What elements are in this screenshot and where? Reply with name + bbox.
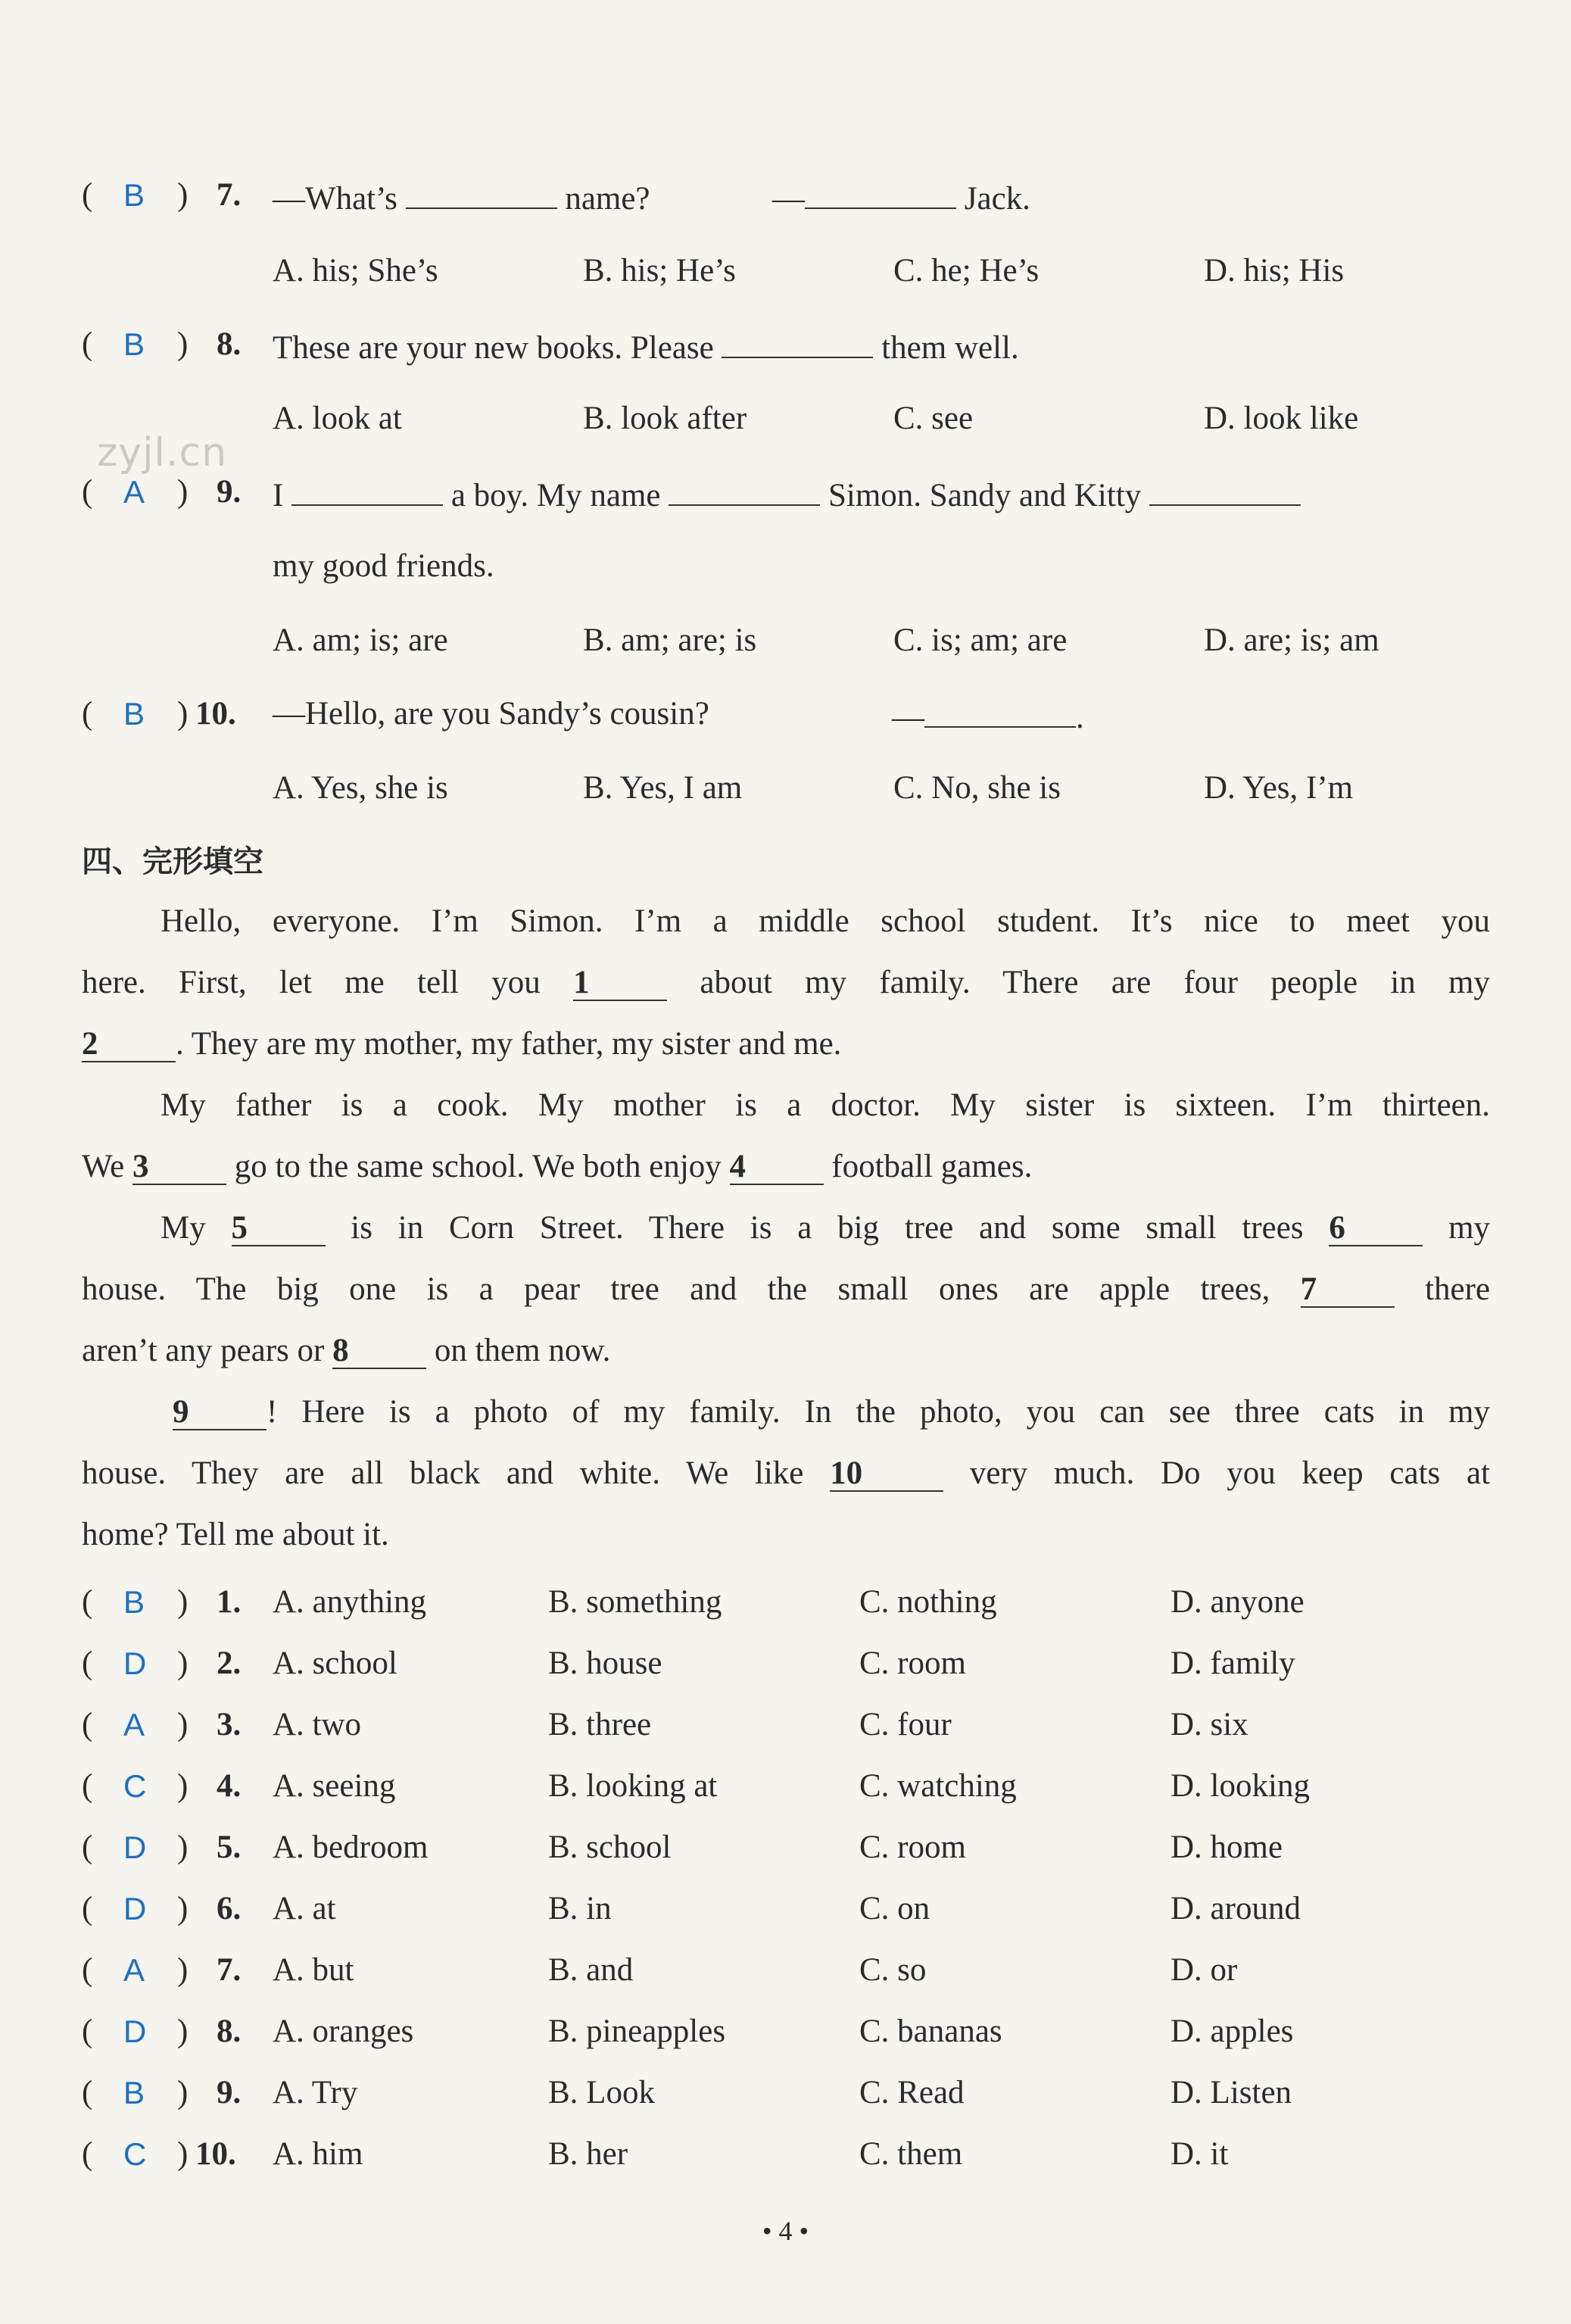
option-b: B. her xyxy=(548,2136,628,2172)
answer-paren: ( xyxy=(82,1646,93,1681)
question-number: 8. xyxy=(217,2014,242,2049)
question-number: 3. xyxy=(217,1707,242,1742)
answer-letter: A xyxy=(123,1707,145,1742)
option-a: A. two xyxy=(273,1707,362,1742)
option-c: C. he; He’s xyxy=(893,253,1040,289)
option-b: B. Yes, I am xyxy=(583,770,743,806)
answer-paren-close: ) xyxy=(177,1768,189,1804)
blank-2: 2 xyxy=(82,1028,176,1062)
option-a: A. look at xyxy=(273,401,402,436)
option-a: A. seeing xyxy=(273,1768,396,1804)
question-stem: These are your new books. Please them well. xyxy=(273,323,1019,370)
passage-line: Hello, everyone. I’m Simon. I’m a middle school student. It’s nice to meet you xyxy=(161,903,1490,939)
passage-line: aren’t any pears or 8 on them now. xyxy=(82,1333,611,1368)
question-stem-reply: — Jack. xyxy=(772,174,1030,220)
option-c: C. so xyxy=(859,1952,927,1988)
option-a: A. but xyxy=(273,1952,354,1988)
answer-paren: ( xyxy=(82,177,93,213)
question-number: 7. xyxy=(217,177,242,213)
answer-paren-close: ) xyxy=(177,2075,189,2110)
section-title: 四、完形填空 xyxy=(82,844,263,879)
option-c: C. see xyxy=(893,401,974,436)
answer-paren: ( xyxy=(82,1830,93,1865)
blank-8: 8 xyxy=(332,1334,426,1369)
option-d: D. it xyxy=(1170,2136,1229,2172)
passage-line: We 3 go to the same school. We both enjoy 4 football games. xyxy=(82,1149,1033,1184)
option-d: D. or xyxy=(1170,1952,1238,1988)
option-c: C. them xyxy=(859,2136,963,2172)
option-d: D. looking xyxy=(1170,1768,1310,1804)
option-b: B. pineapples xyxy=(548,2014,726,2049)
option-b: B. in xyxy=(548,1891,612,1926)
option-d: D. his; His xyxy=(1204,253,1345,289)
question-number: 7. xyxy=(217,1952,242,1988)
option-b: B. his; He’s xyxy=(583,253,736,289)
option-c: C. is; am; are xyxy=(893,622,1068,658)
option-b: B. school xyxy=(548,1830,672,1865)
option-b: B. am; are; is xyxy=(583,622,757,658)
answer-letter: B xyxy=(123,2075,145,2110)
answer-letter: B xyxy=(123,1584,145,1620)
passage-line: My 5 is in Corn Street. There is a big tree and some small trees 6 my xyxy=(161,1210,1491,1246)
blank-4: 4 xyxy=(730,1150,824,1185)
watermark-logo: zyjl.cn xyxy=(97,430,228,476)
passage-line: here. First, let me tell you 1 about my family. There are four people in my xyxy=(82,965,1491,1000)
answer-paren-close: ) xyxy=(177,474,189,510)
passage-line: My father is a cook. My mother is a doctor. My sister is sixteen. I’m thirteen. xyxy=(161,1087,1490,1123)
option-d: D. Listen xyxy=(1170,2075,1292,2110)
blank-5: 5 xyxy=(232,1212,326,1246)
answer-paren: ( xyxy=(82,696,93,732)
answer-paren-close: ) xyxy=(177,2014,189,2049)
question-stem: I a boy. My name Simon. Sandy and Kitty xyxy=(273,471,1301,517)
option-c: C. four xyxy=(859,1707,952,1742)
option-d: D. family xyxy=(1170,1646,1295,1681)
option-c: C. on xyxy=(859,1891,930,1926)
blank-3: 3 xyxy=(132,1150,226,1185)
option-b: B. something xyxy=(548,1584,722,1620)
option-a: A. him xyxy=(273,2136,363,2172)
option-b: B. house xyxy=(548,1646,662,1681)
option-d: D. anyone xyxy=(1170,1584,1304,1620)
option-c: C. bananas xyxy=(859,2014,1002,2049)
answer-paren: ( xyxy=(82,474,93,510)
answer-paren: ( xyxy=(82,326,93,362)
answer-paren: ( xyxy=(82,1707,93,1742)
option-d: D. around xyxy=(1170,1891,1301,1926)
answer-letter: B xyxy=(123,177,145,213)
option-a: A. school xyxy=(273,1646,397,1681)
passage-line: house. The big one is a pear tree and the small ones are apple trees, 7 there xyxy=(82,1271,1491,1307)
answer-paren: ( xyxy=(82,1891,93,1926)
question-number: 9. xyxy=(217,2075,242,2110)
option-d: D. apples xyxy=(1170,2014,1294,2049)
answer-paren-close: ) xyxy=(177,1891,189,1926)
option-c: C. room xyxy=(859,1646,966,1681)
option-c: C. nothing xyxy=(859,1584,997,1620)
question-number: 5. xyxy=(217,1830,242,1865)
page-number: • 4 • xyxy=(762,2216,809,2246)
answer-letter: B xyxy=(123,326,145,362)
question-number: 4. xyxy=(217,1768,242,1804)
answer-letter: A xyxy=(123,474,145,510)
option-b: B. Look xyxy=(548,2075,655,2110)
blank-6: 6 xyxy=(1329,1212,1423,1246)
blank-7: 7 xyxy=(1301,1273,1395,1308)
answer-paren: ( xyxy=(82,1584,93,1620)
blank-1: 1 xyxy=(573,966,667,1001)
option-b: B. and xyxy=(548,1952,634,1988)
option-d: D. are; is; am xyxy=(1204,622,1379,658)
option-a: A. anything xyxy=(273,1584,427,1620)
option-a: A. bedroom xyxy=(273,1830,429,1865)
option-a: A. oranges xyxy=(273,2014,414,2049)
answer-paren-close: ) xyxy=(177,177,189,213)
option-c: C. Read xyxy=(859,2075,965,2110)
option-a: A. Try xyxy=(273,2075,358,2110)
answer-paren-close: ) xyxy=(177,1830,189,1865)
passage-line: home? Tell me about it. xyxy=(82,1517,389,1552)
question-number: 9. xyxy=(217,474,242,510)
question-stem: —What’s name? xyxy=(273,174,650,220)
passage-line: 2 . They are my mother, my father, my sister and me. xyxy=(82,1026,842,1062)
answer-letter: A xyxy=(123,1952,145,1988)
option-d: D. home xyxy=(1170,1830,1283,1865)
answer-paren-close: ) xyxy=(177,1584,189,1620)
answer-paren-close: ) xyxy=(177,326,189,362)
option-c: C. watching xyxy=(859,1768,1017,1804)
blank-10: 10 xyxy=(830,1457,943,1492)
option-a: A. his; She’s xyxy=(273,253,438,289)
answer-paren-close: ) xyxy=(177,1707,189,1742)
cloze-passage xyxy=(82,891,1490,1565)
answer-paren: ( xyxy=(82,2075,93,2110)
option-b: B. looking at xyxy=(548,1768,718,1804)
answer-letter: D xyxy=(123,1891,147,1926)
question-number: 10. xyxy=(195,696,236,732)
option-d: D. Yes, I’m xyxy=(1204,770,1354,806)
answer-paren-close: ) xyxy=(177,1646,189,1681)
passage-line: house. They are all black and white. We like 10 very much. Do you keep cats at xyxy=(82,1455,1491,1491)
question-stem: —Hello, are you Sandy’s cousin? xyxy=(273,696,709,732)
answer-letter: C xyxy=(123,2136,147,2172)
answer-paren-close: ) xyxy=(177,2136,189,2172)
question-number: 6. xyxy=(217,1891,242,1926)
answer-letter: D xyxy=(123,2014,147,2049)
option-c: C. No, she is xyxy=(893,770,1061,806)
answer-letter: C xyxy=(123,1768,147,1804)
option-a: A. am; is; are xyxy=(273,622,448,658)
question-number: 2. xyxy=(217,1646,242,1681)
answer-paren: ( xyxy=(82,1768,93,1804)
passage-line: 9 ! Here is a photo of my family. In the photo, you can see three cats in my xyxy=(173,1394,1490,1430)
option-b: B. three xyxy=(548,1707,652,1742)
answer-paren-close: ) xyxy=(177,696,189,732)
question-number: 10. xyxy=(195,2136,236,2172)
question-number: 8. xyxy=(217,326,242,362)
option-d: D. six xyxy=(1170,1707,1248,1742)
option-a: A. at xyxy=(273,1891,336,1926)
answer-letter: D xyxy=(123,1646,147,1681)
option-d: D. look like xyxy=(1204,401,1359,436)
question-number: 1. xyxy=(217,1584,242,1620)
question-stem-reply: — . xyxy=(892,693,1084,739)
answer-letter: B xyxy=(123,696,145,732)
blank-9: 9 xyxy=(173,1396,267,1430)
answer-paren: ( xyxy=(82,1952,93,1988)
question-stem-cont: my good friends. xyxy=(273,548,494,584)
answer-paren-close: ) xyxy=(177,1952,189,1988)
option-a: A. Yes, she is xyxy=(273,770,448,806)
option-c: C. room xyxy=(859,1830,966,1865)
answer-paren: ( xyxy=(82,2014,93,2049)
option-b: B. look after xyxy=(583,401,747,436)
answer-paren: ( xyxy=(82,2136,93,2172)
answer-letter: D xyxy=(123,1830,147,1865)
